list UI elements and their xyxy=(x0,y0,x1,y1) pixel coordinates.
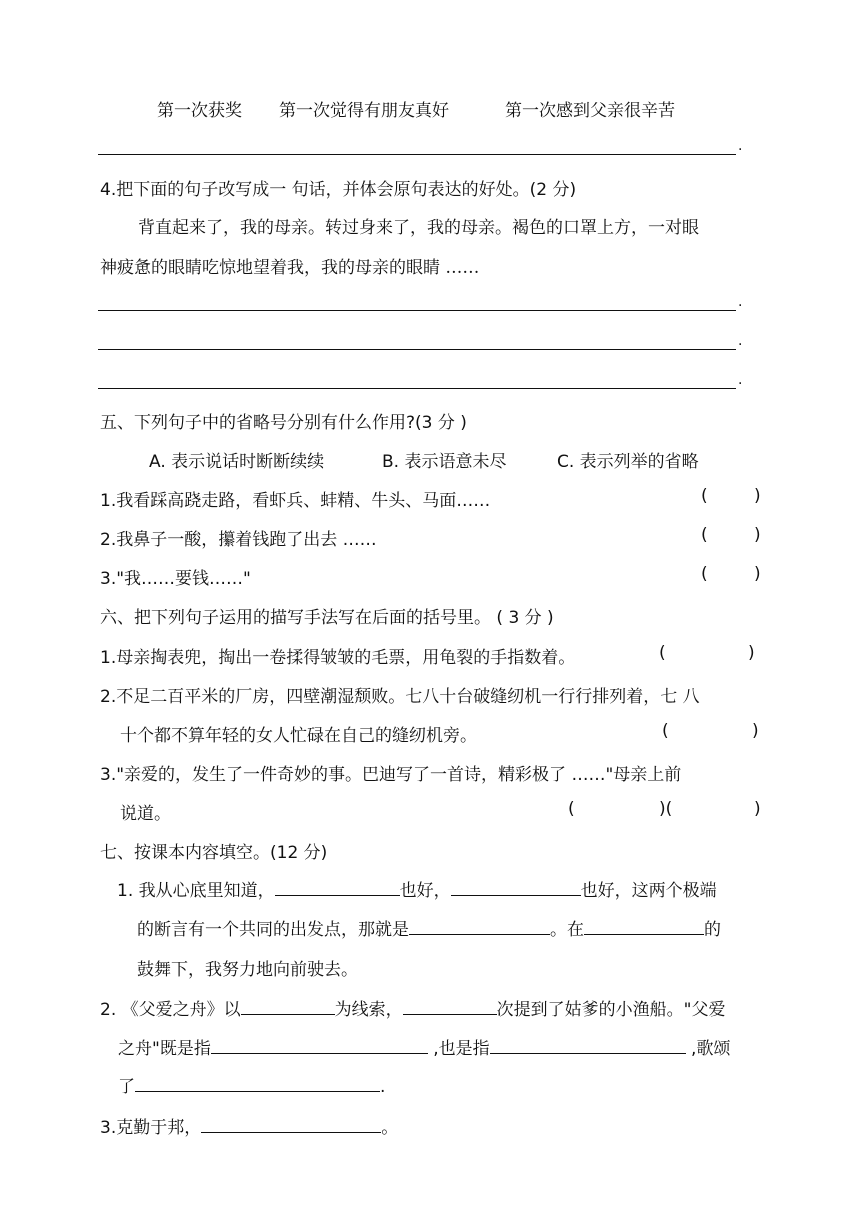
s7-q2-text-a: 2. 《父爱之舟》以 xyxy=(100,1000,241,1020)
s6-item-1: 1.母亲掏表兜，掏出一卷揉得皱皱的毛票，用龟裂的手指数着。 xyxy=(100,648,576,668)
q4-passage-line1: 背直起来了，我的母亲。转过身来了，我的母亲。褐色的口罩上方，一对眼 xyxy=(138,218,699,238)
s7-q1-line2 xyxy=(137,915,721,940)
s7-q3-text-a: 3.克勤于邦， xyxy=(100,1118,202,1138)
answer-paren-middle: )( xyxy=(659,799,673,819)
answer-line-end: . xyxy=(738,294,743,310)
answer-line-end: . xyxy=(738,138,743,154)
option-first-award: 第一次获奖 xyxy=(157,101,242,121)
answer-paren-open: ( xyxy=(662,721,669,741)
fill-blank[interactable] xyxy=(584,916,704,935)
q4-prompt: 4.把下面的句子改写成一 句话，并体会原句表达的好处。(2 分) xyxy=(100,180,577,200)
s5-item-3: 3."我……要钱……" xyxy=(100,569,251,589)
answer-line-end: . xyxy=(738,372,743,388)
s5-item-2: 2.我鼻子一酸，攥着钱跑了出去 …… xyxy=(100,530,377,550)
answer-line xyxy=(98,310,736,311)
answer-line xyxy=(98,349,736,350)
answer-paren-open: ( xyxy=(568,799,575,819)
answer-paren-close: ) xyxy=(754,564,761,584)
s7-q2-text-e: ,也是指 xyxy=(427,1039,490,1059)
fill-blank[interactable] xyxy=(490,1035,686,1054)
s7-q2-line3 xyxy=(118,1072,385,1097)
s7-q3-line xyxy=(100,1113,398,1138)
section6-title: 六、把下列句子运用的描写手法写在后面的括号里。 ( 3 分 ) xyxy=(100,608,554,628)
fill-blank[interactable] xyxy=(409,916,550,935)
s7-q2-line1 xyxy=(100,995,725,1020)
s5-option-a: A. 表示说话时断断续续 xyxy=(149,452,325,472)
answer-paren-close: ) xyxy=(754,525,761,545)
fill-blank[interactable] xyxy=(135,1073,380,1092)
s7-q2-text-c: 次提到了姑爹的小渔船。"父爱 xyxy=(496,1000,726,1020)
answer-paren-close: ) xyxy=(754,799,761,819)
s7-q2-text-g: 了 xyxy=(118,1077,135,1097)
s7-q1-line1 xyxy=(117,876,717,901)
answer-paren-open: ( xyxy=(701,486,708,506)
fill-blank[interactable] xyxy=(201,1114,381,1133)
q4-passage-line2: 神疲惫的眼睛吃惊地望着我，我的母亲的眼睛 …… xyxy=(100,258,480,278)
s7-q2-text-b: 为线索， xyxy=(334,1000,403,1020)
option-first-friends: 第一次觉得有朋友真好 xyxy=(279,101,449,121)
s7-q1-text-c: 也好，这两个极端 xyxy=(580,881,717,901)
s7-q3-text-b: 。 xyxy=(381,1118,399,1138)
s7-q1-text-b: 也好， xyxy=(399,881,451,901)
s7-q1-text-f: 的 xyxy=(704,920,721,940)
fill-blank[interactable] xyxy=(275,877,400,896)
answer-line xyxy=(98,388,736,389)
answer-paren-close: ) xyxy=(748,643,755,663)
answer-paren-open: ( xyxy=(701,525,708,545)
answer-paren-open: ( xyxy=(701,564,708,584)
answer-paren-close: ) xyxy=(752,721,759,741)
s7-q1-text-d: 的断言有一个共同的出发点，那就是 xyxy=(137,920,409,940)
s7-q2-text-f: ,歌颂 xyxy=(685,1039,731,1059)
s7-q1-line3: 鼓舞下，我努力地向前驶去。 xyxy=(137,960,358,980)
section7-title: 七、按课本内容填空。(12 分) xyxy=(100,843,328,863)
fill-blank[interactable] xyxy=(211,1035,428,1054)
s5-option-b: B. 表示语意未尽 xyxy=(382,452,507,472)
fill-blank[interactable] xyxy=(403,996,497,1015)
s6-item-2-line1: 2.不足二百平米的厂房，四壁潮湿颓败。七八十台破缝纫机一行行排列着，七 八 xyxy=(100,687,700,707)
section5-title: 五、下列句子中的省略号分别有什么作用?(3 分 ) xyxy=(100,413,467,433)
answer-paren-close: ) xyxy=(754,486,761,506)
s7-q1-text-a: 1. 我从心底里知道， xyxy=(117,881,275,901)
answer-paren-open: ( xyxy=(659,643,666,663)
s7-q2-text-h: . xyxy=(380,1077,386,1097)
s7-q2-text-d: 之舟"既是指 xyxy=(118,1039,211,1059)
fill-blank[interactable] xyxy=(241,996,335,1015)
s5-option-c: C. 表示列举的省略 xyxy=(557,452,699,472)
s7-q1-text-e: 。在 xyxy=(550,920,584,940)
fill-blank[interactable] xyxy=(451,877,581,896)
answer-line-end: . xyxy=(738,333,743,349)
s6-item-2-line2: 十个都不算年轻的女人忙碌在自己的缝纫机旁。 xyxy=(120,726,477,746)
s5-item-1: 1.我看踩高跷走路，看虾兵、蚌精、牛头、马面…… xyxy=(100,491,491,511)
answer-line xyxy=(98,154,736,155)
s6-item-3-line2: 说道。 xyxy=(120,804,171,824)
s6-item-3-line1: 3."亲爱的，发生了一件奇妙的事。巴迪写了一首诗，精彩极了 ……"母亲上前 xyxy=(100,765,682,785)
option-first-father: 第一次感到父亲很辛苦 xyxy=(505,101,675,121)
s7-q2-line2 xyxy=(118,1034,730,1059)
